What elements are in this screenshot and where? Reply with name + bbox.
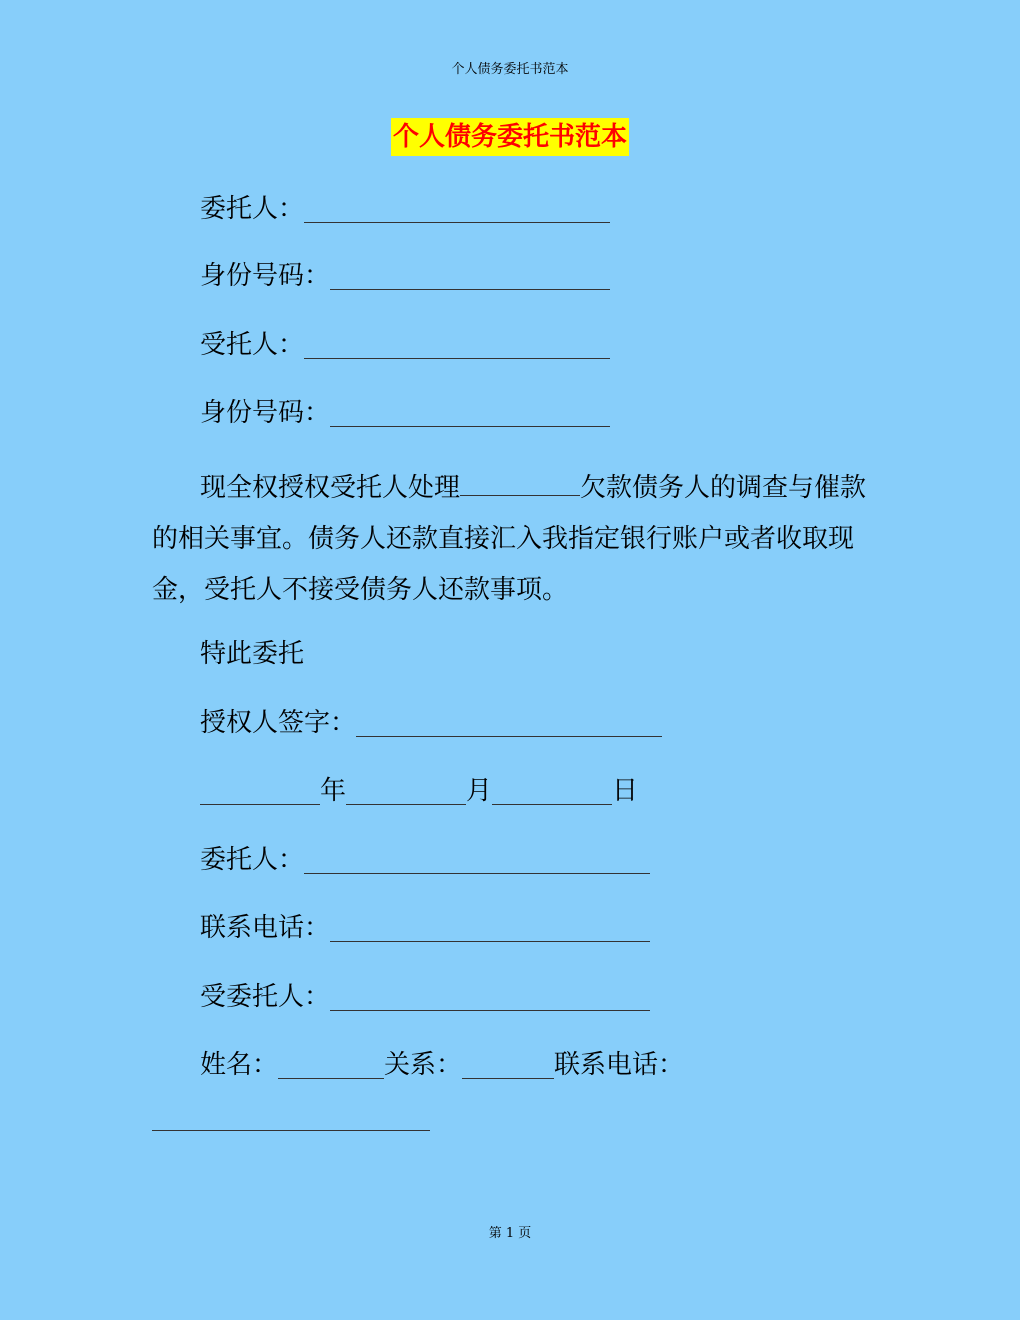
date-row [200,774,638,808]
contact-phone-label: 联系电话： [200,913,331,943]
id-number-label-2: 身份号码： [200,398,331,428]
id-number-label-1: 身份号码： [200,261,331,291]
contact-principal-label: 委托人： [200,845,305,875]
signature-label: 授权人签字： [200,708,357,738]
contact-agent-row [200,980,650,1014]
paragraph-part-2: 欠款债务人的调查与催款的相关事宜。债务人还款直接汇入我指定银行账户或者收取现金，受托人不接受债务人还款事项。 [152,473,867,605]
principal-blank[interactable] [304,198,610,223]
document-title: 个人债务委托书范本 [391,118,629,156]
contact-agent-label: 受委托人： [200,982,331,1012]
month-blank[interactable] [346,780,466,805]
title-wrap [0,118,1020,156]
paragraph-part-1: 现全权授权受托人处理 [200,473,461,503]
agent-blank[interactable] [304,334,610,359]
contact-agent-blank[interactable] [330,986,650,1011]
agent-label: 受托人： [200,330,305,360]
page-header: 个人债务委托书范本 [451,62,569,77]
name-relation-row [200,1048,684,1082]
relation-label: 关系： [384,1050,463,1080]
page-footer: 第 1 页 [488,1226,532,1241]
id-number-blank-2[interactable] [330,402,610,427]
month-label: 月 [466,776,493,806]
id-number-row-1 [200,259,610,293]
last-phone-label: 联系电话： [554,1050,685,1080]
year-label: 年 [320,776,347,806]
special-text: 特此委托 [200,639,305,669]
contact-phone-blank[interactable] [330,917,650,942]
last-phone-blank[interactable] [152,1130,430,1131]
debt-blank[interactable] [460,477,580,496]
contact-principal-row [200,843,650,877]
signature-row [200,706,662,740]
relation-blank[interactable] [462,1054,554,1079]
agent-row [200,328,610,362]
principal-label: 委托人： [200,194,305,224]
name-label: 姓名： [200,1050,279,1080]
id-number-blank-1[interactable] [330,265,610,290]
day-blank[interactable] [492,780,612,805]
authorization-paragraph [152,463,872,616]
name-blank[interactable] [278,1054,384,1079]
special-row [200,637,304,671]
year-blank[interactable] [200,780,320,805]
contact-phone-row [200,911,650,945]
principal-row [200,192,610,226]
id-number-row-2 [200,396,610,430]
contact-principal-blank[interactable] [304,849,650,874]
signature-blank[interactable] [356,712,662,737]
day-label: 日 [612,776,639,806]
